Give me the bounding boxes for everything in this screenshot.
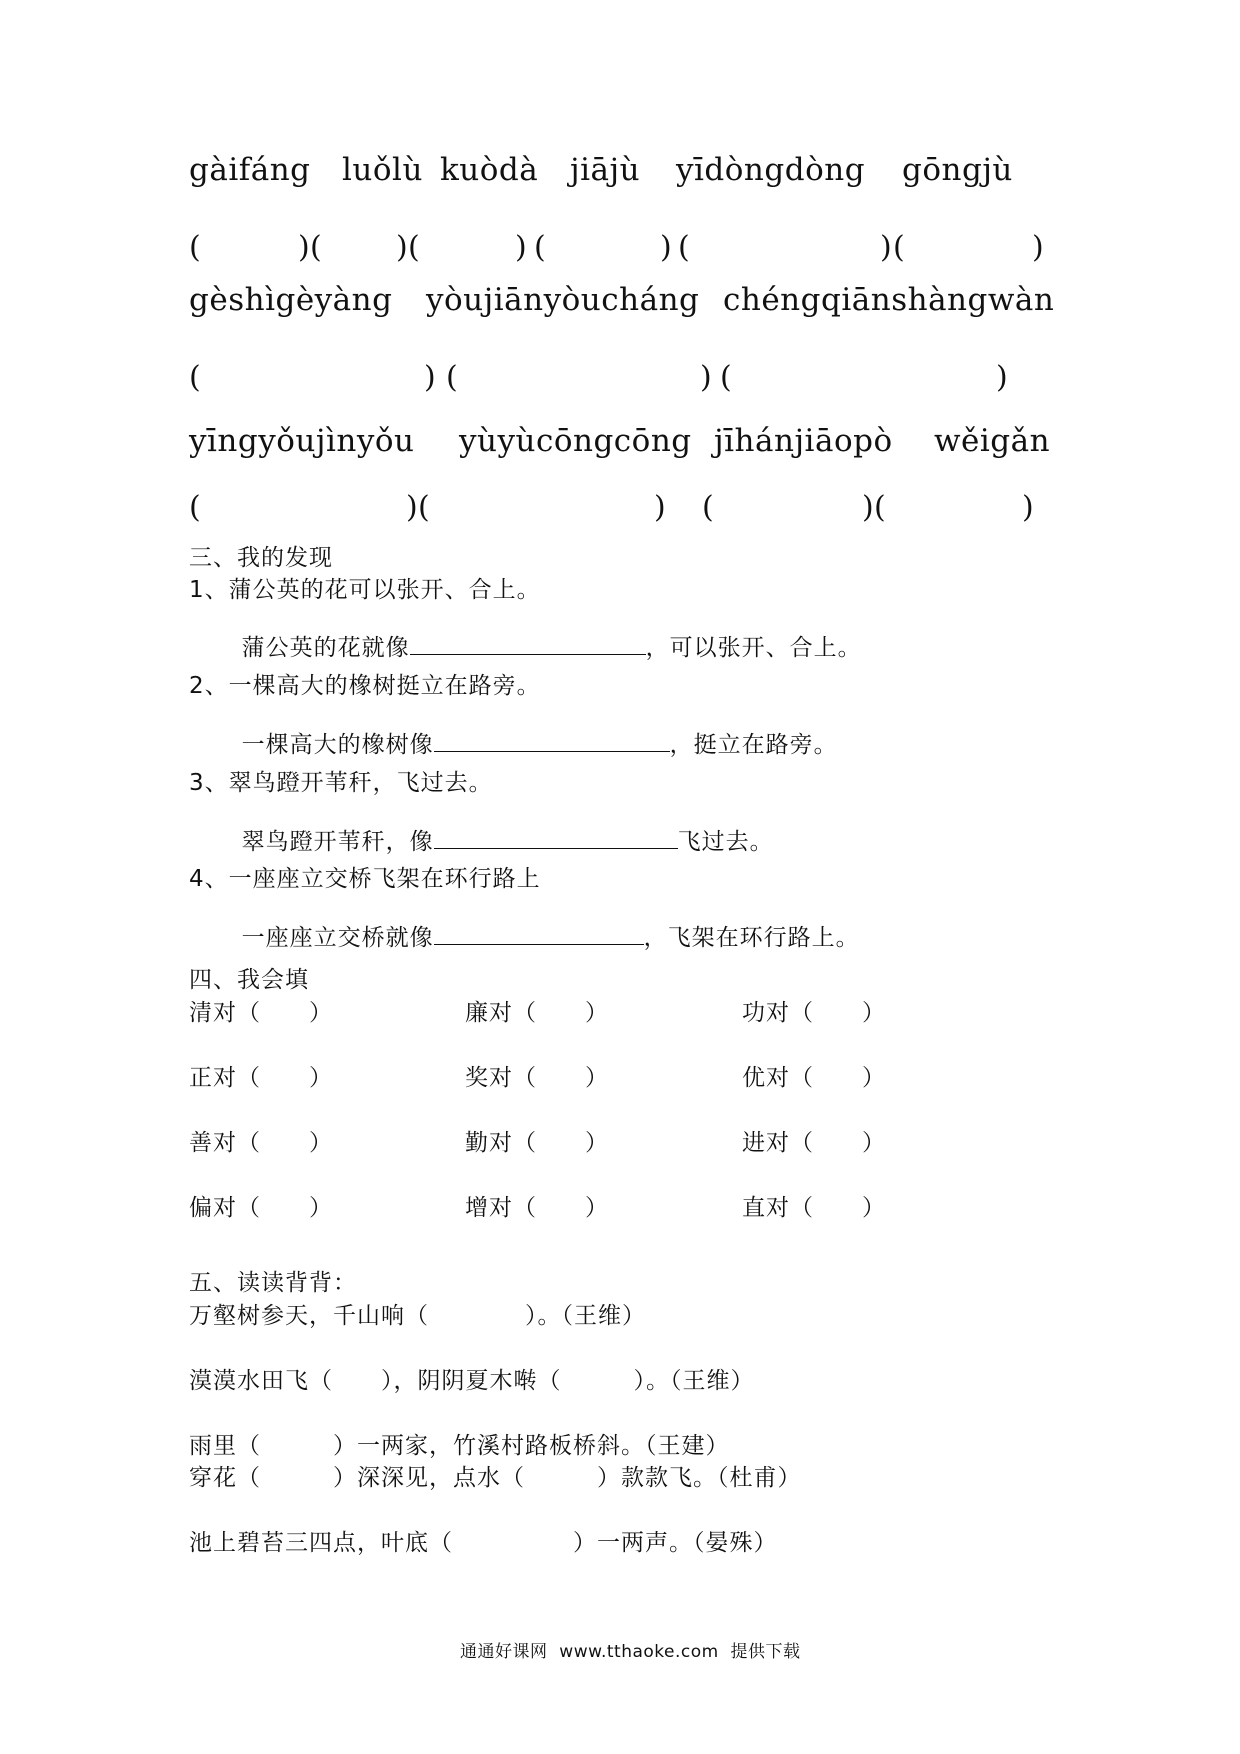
pinyin-row3-item-4: wěigǎn [934, 423, 1051, 459]
paren-open: ( [189, 360, 201, 395]
answer-suffix: ，挺立在路旁。 [669, 732, 838, 758]
section3-question-4: 4、一座座立交桥飞架在环行路上 [189, 866, 541, 892]
paren-open: ( [446, 360, 458, 395]
paren-close: ) [1032, 230, 1044, 265]
section3-question-2: 2、一棵高大的橡树挺立在路旁。 [189, 673, 541, 699]
pinyin-row3-item-2: yùyùcōngcōng [459, 423, 692, 459]
section3-answer-4 [225, 893, 860, 952]
section3-answer-1 [225, 603, 862, 662]
paren-close: ) [424, 360, 436, 395]
poem-line: 漠漠水田飞（ ），阴阴夏木啭（ ）。（王维） [189, 1368, 755, 1394]
poem-line: 雨里（ ）一两家，竹溪村路板桥斜。（王建） [189, 1433, 730, 1459]
paren-close: ) [862, 490, 874, 525]
antonym-item: 正对（ ） [189, 1065, 333, 1091]
paren-close: ) [406, 490, 418, 525]
answer-prefix: 翠鸟蹬开苇秆，像 [241, 829, 434, 855]
pinyin-row2-item-3: chéngqiānshàngwàn [723, 282, 1055, 318]
pinyin-row2-item-1: gèshìgèyàng [189, 282, 393, 318]
answer-blank[interactable] [434, 729, 670, 752]
answer-prefix: 一座座立交桥就像 [241, 925, 434, 951]
paren-open: ( [418, 490, 430, 525]
paren-close: ) [654, 490, 666, 525]
poem-line: 池上碧苔三四点，叶底（ ）一两声。（晏殊） [189, 1530, 778, 1556]
paren-open: ( [874, 490, 886, 525]
answer-blank[interactable] [434, 826, 678, 849]
answer-prefix: 蒲公英的花就像 [241, 635, 410, 661]
section4-title: 四、我会填 [189, 967, 309, 993]
answer-suffix: ，飞架在环行路上。 [643, 925, 860, 951]
paren-open: ( [189, 230, 201, 265]
pinyin-row3-item-1: yīngyǒujìnyǒu [189, 423, 415, 459]
pinyin-row1-item-4: jiājù [570, 152, 641, 188]
antonym-item: 增对（ ） [465, 1195, 609, 1221]
antonym-item: 功对（ ） [742, 1000, 886, 1026]
pinyin-row1-item-3: kuòdà [440, 152, 539, 188]
section5-title: 五、读读背背： [189, 1270, 357, 1296]
section3-question-1: 1、蒲公英的花可以张开、合上。 [189, 577, 541, 603]
paren-open: ( [408, 230, 420, 265]
section3-answer-3 [225, 797, 774, 856]
poem-line: 穿花（ ）深深见，点水（ ）款款飞。（杜甫） [189, 1465, 802, 1491]
pinyin-row3-item-3: jīhánjiāopò [714, 423, 893, 459]
paren-close: ) [515, 230, 527, 265]
antonym-item: 偏对（ ） [189, 1195, 333, 1221]
paren-close: ) [298, 230, 310, 265]
antonym-item: 进对（ ） [742, 1130, 886, 1156]
section3-question-3: 3、翠鸟蹬开苇秆，飞过去。 [189, 770, 493, 796]
paren-close: ) [660, 230, 672, 265]
antonym-item: 奖对（ ） [465, 1065, 609, 1091]
answer-blank[interactable] [434, 922, 644, 945]
paren-open: ( [720, 360, 732, 395]
pinyin-row1-item-1: gàifáng [189, 152, 311, 188]
pinyin-row2-item-2: yòujiānyòucháng [426, 282, 700, 318]
paren-close: ) [396, 230, 408, 265]
pinyin-row1-item-2: luǒlù [342, 152, 423, 188]
antonym-item: 清对（ ） [189, 1000, 333, 1026]
pinyin-row1-item-5: yīdòngdòng [676, 152, 866, 188]
paren-open: ( [189, 490, 201, 525]
paren-open: ( [893, 230, 905, 265]
antonym-item: 善对（ ） [189, 1130, 333, 1156]
answer-prefix: 一棵高大的橡树像 [241, 732, 434, 758]
paren-open: ( [310, 230, 322, 265]
answer-blank[interactable] [410, 632, 646, 655]
paren-close: ) [700, 360, 712, 395]
antonym-item: 廉对（ ） [465, 1000, 609, 1026]
section3-title: 三、我的发现 [189, 545, 333, 571]
answer-suffix: ，可以张开、合上。 [645, 635, 862, 661]
paren-open: ( [678, 230, 690, 265]
antonym-item: 优对（ ） [742, 1065, 886, 1091]
paren-close: ) [1022, 490, 1034, 525]
paren-open: ( [534, 230, 546, 265]
paren-close: ) [880, 230, 892, 265]
antonym-item: 勤对（ ） [465, 1130, 609, 1156]
poem-line: 万壑树参天，千山响（ ）。（王维） [189, 1303, 646, 1329]
page-footer: 通通好课网 www.tthaoke.com 提供下载 [460, 1642, 801, 1662]
paren-open: ( [702, 490, 714, 525]
section3-answer-2 [225, 700, 838, 759]
antonym-item: 直对（ ） [742, 1195, 886, 1221]
paren-close: ) [996, 360, 1008, 395]
answer-suffix: 飞过去。 [677, 829, 774, 855]
pinyin-row1-item-6: gōngjù [902, 152, 1013, 188]
